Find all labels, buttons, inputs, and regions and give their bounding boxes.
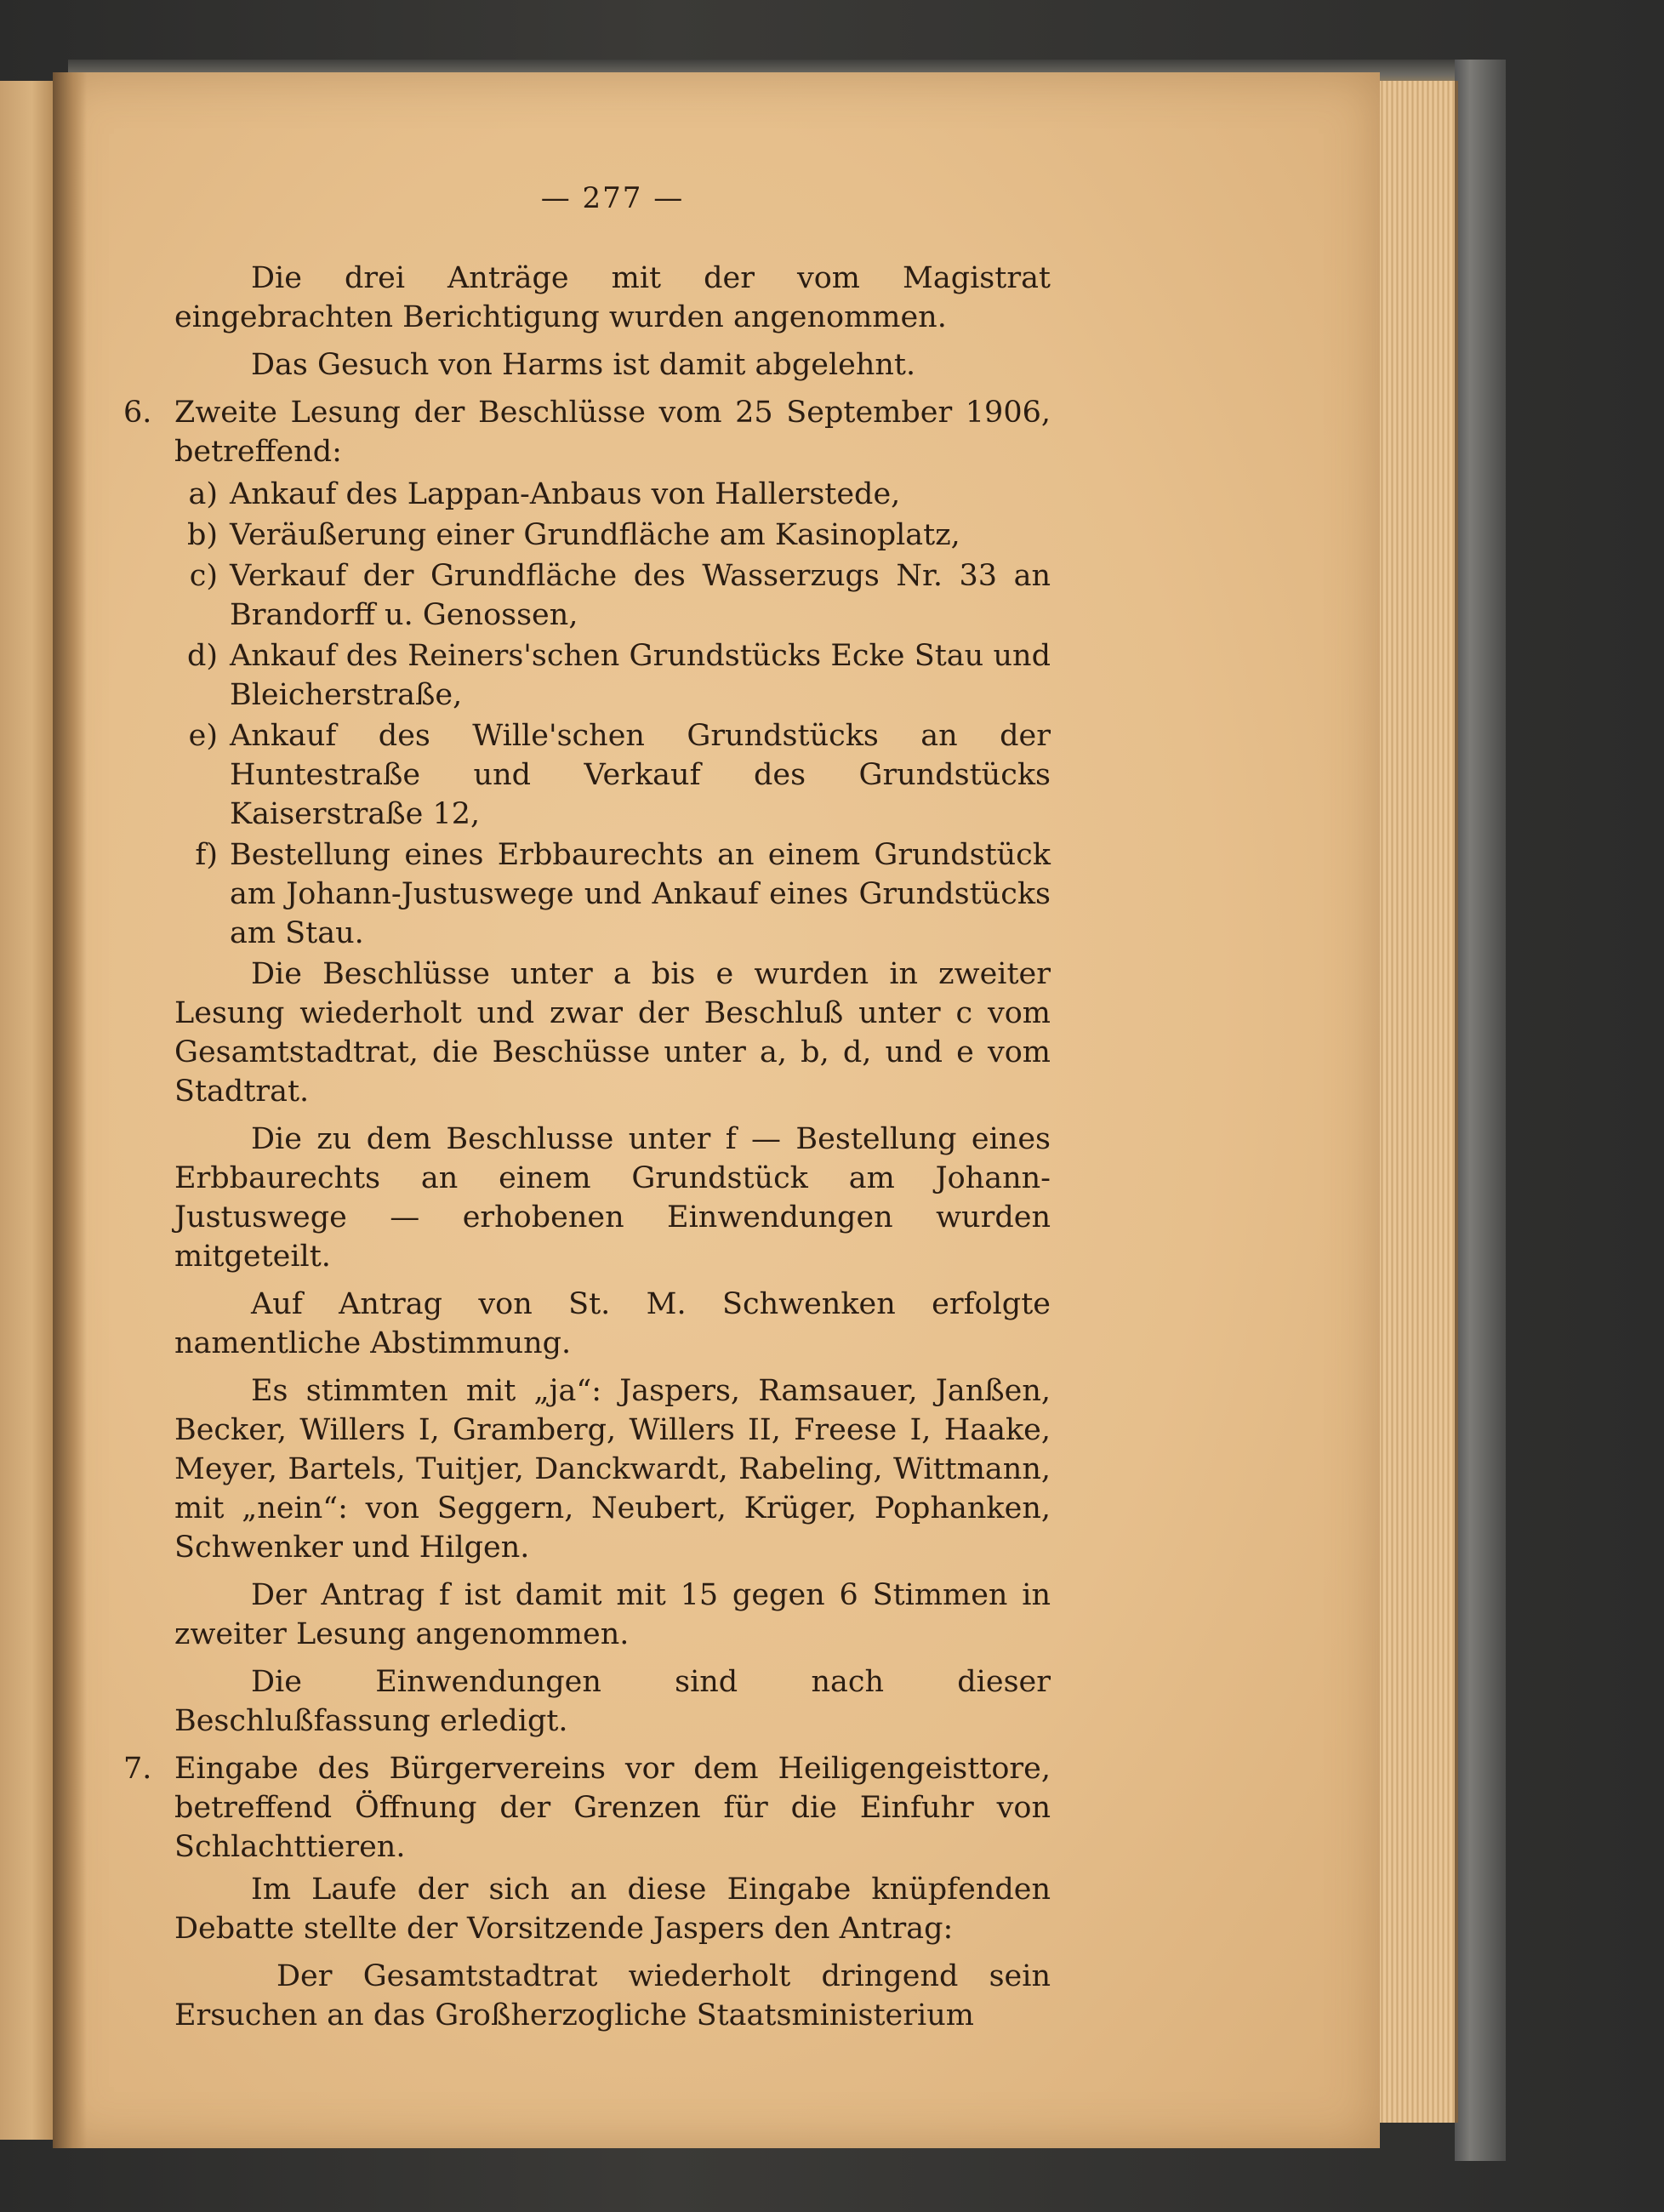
book-spine	[1455, 60, 1506, 2161]
paragraph: Es stimmten mit „ja“: Jaspers, Ramsauer, Janßen, Becker, Willers I, Gramberg, Willers II, Freese I, Haake, Meyer, Bartels, Tuitjer, Danckwardt, Rabeling, Wittmann, mit „nein“: von Seggern, Neubert, Krüger, Pophanken, Schwenker und Hilgen.	[174, 1374, 1051, 1565]
subitem-text: Veräußerung einer Grundfläche am Kasinoplatz,	[230, 518, 960, 552]
subitem-a	[174, 475, 1051, 514]
gutter-shadow	[53, 72, 87, 2148]
page-number: — 277 —	[540, 181, 685, 215]
subitem-text: Verkauf der Grundfläche des Wasserzugs Nr. 33 an Brandorff u. Genossen,	[230, 559, 1051, 632]
agenda-item-6	[123, 393, 1051, 471]
motion-text: Der Gesamtstadtrat wiederholt dringend sein Ersuchen an das Großherzogliche Staatsministerium	[174, 1959, 1051, 2032]
subitem-letter: b)	[186, 518, 218, 552]
paragraph: Das Gesuch von Harms ist damit abgelehnt.	[251, 348, 916, 382]
agenda-item-7	[123, 1749, 1051, 1867]
paragraph: Der Antrag f ist damit mit 15 gegen 6 Stimmen in zweiter Lesung angenommen.	[174, 1578, 1051, 1651]
subitem-letter: e)	[188, 719, 218, 753]
facing-page-sliver	[0, 81, 55, 2140]
subitem-d	[174, 636, 1051, 715]
paragraph: Im Laufe der sich an diese Eingabe knüpfenden Debatte stellte der Vorsitzende Jaspers den Antrag:	[174, 1873, 1051, 1946]
item-number: 7.	[123, 1752, 152, 1786]
subitem-text: Ankauf des Wille'schen Grundstücks an der Huntestraße und Verkauf des Grundstücks Kaiserstraße 12,	[230, 719, 1051, 831]
subitem-f	[174, 835, 1051, 953]
paragraph: Die Beschlüsse unter a bis e wurden in zweiter Lesung wiederholt und zwar der Beschluß unter c vom Gesamtstadtrat, die Beschüsse unter a, b, d, und e vom Stadtrat.	[174, 957, 1051, 1109]
paragraph: Die drei Anträge mit der vom Magistrat eingebrachten Berichtigung wurden angenommen.	[174, 261, 1051, 334]
subitem-letter: d)	[186, 639, 218, 673]
subitem-e	[174, 716, 1051, 834]
subitem-c	[174, 556, 1051, 635]
subitem-letter: f)	[195, 838, 218, 872]
subitem-letter: a)	[188, 477, 218, 511]
item-title: Zweite Lesung der Beschlüsse vom 25 September 1906, betreffend:	[174, 396, 1051, 469]
subitem-text: Ankauf des Lappan-Anbaus von Hallerstede,	[230, 477, 901, 511]
paragraph: Auf Antrag von St. M. Schwenken erfolgte namentliche Abstimmung.	[174, 1287, 1051, 1360]
subitem-text: Ankauf des Reiners'schen Grundstücks Ecke Stau und Bleicherstraße,	[230, 639, 1051, 712]
item-title: Eingabe des Bürgervereins vor dem Heiligengeisttore, betreffend Öffnung der Grenzen für die Einfuhr von Schlachttieren.	[174, 1752, 1051, 1864]
subitem-letter: c)	[189, 559, 218, 593]
paragraph: Die Einwendungen sind nach dieser Beschlußfassung erledigt.	[174, 1665, 1051, 1738]
paragraph: Die zu dem Beschlusse unter f — Bestellung eines Erbbaurechts an einem Grundstück am Johann-Justuswege — erhobenen Einwendungen wurden mitgeteilt.	[174, 1122, 1051, 1274]
subitem-b	[174, 516, 1051, 555]
page-text	[123, 179, 1051, 2038]
subitem-text: Bestellung eines Erbbaurechts an einem Grundstück am Johann-Justuswege und Ankauf eines Grundstücks am Stau.	[230, 838, 1051, 950]
item-number: 6.	[123, 396, 152, 430]
